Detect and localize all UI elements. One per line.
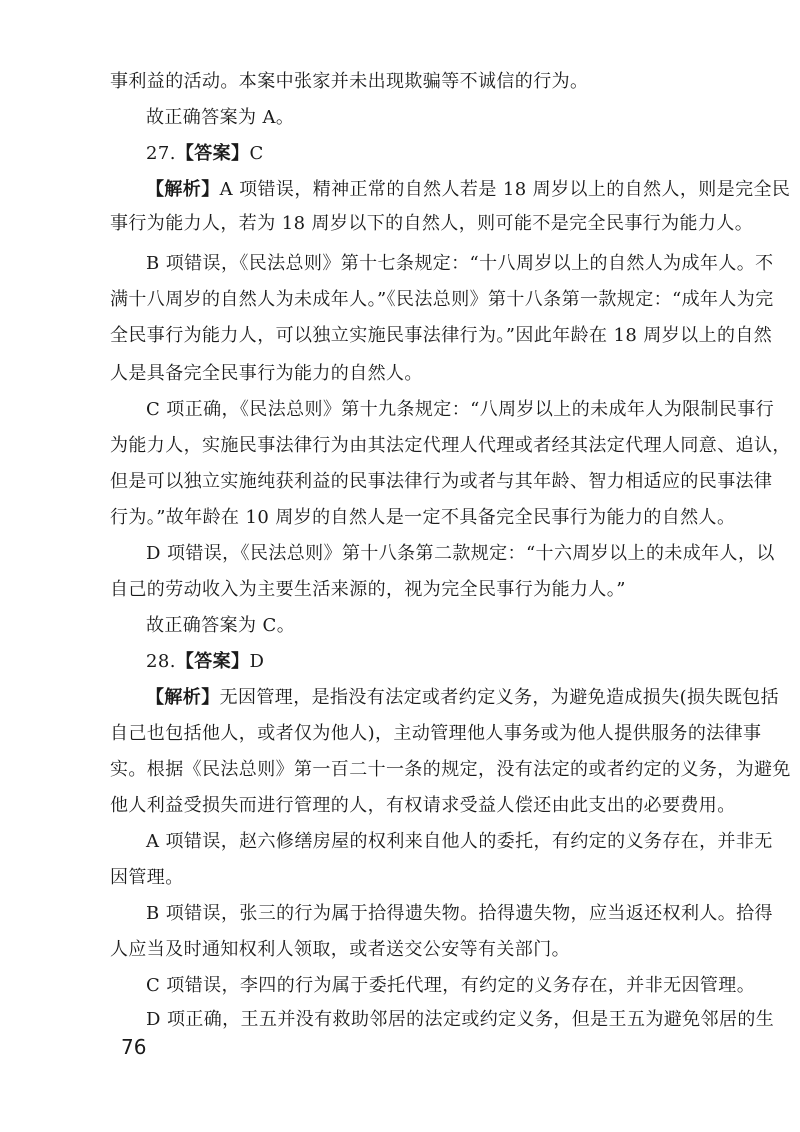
line-text: 他人利益受损失而进行管理的人，有权请求受益人偿还由此支出的必要费用。	[110, 795, 736, 816]
answer-conclusion	[146, 106, 736, 130]
text-line	[110, 506, 735, 530]
text-line	[110, 578, 735, 602]
line-text: 为能力人，实施民事法律行为由其法定代理人代理或者经其法定代理人同意、追认，	[110, 435, 791, 456]
text-line	[146, 902, 773, 926]
answer-value: D	[249, 651, 265, 672]
text-line	[146, 252, 774, 276]
line-text: 事行为能力人，若为 18 周岁以下的自然人，则可能不是完全民事行为能力人。	[110, 213, 754, 234]
line-text: A 项错误，赵六修缮房屋的权利来自他人的委托，有约定的义务存在，并非无	[146, 831, 773, 852]
text-line	[110, 938, 735, 962]
page-number: 76	[121, 1035, 147, 1059]
line-text: 但是可以独立实施纯获利益的民事法律行为或者与其年龄、智力相适应的民事法律	[110, 471, 773, 492]
line-text: 自己的劳动收入为主要生活来源的，视为完全民事行为能力人。”	[110, 579, 626, 600]
text-line	[146, 1008, 775, 1032]
text-line	[110, 470, 773, 494]
analysis-label: 【解析】	[146, 179, 220, 200]
answer-value: C	[249, 143, 264, 164]
question-28-answer	[146, 650, 736, 674]
line-text: 无因管理，是指没有法定或者约定义务，为避免造成损失(损失既包括	[219, 687, 780, 708]
line-text: 实。根据《民法总则》第一百二十一条的规定，没有法定的或者约定的义务，为避免	[110, 759, 791, 780]
text-line	[110, 434, 791, 458]
answer-conclusion	[146, 614, 736, 638]
answer-label: 【答案】	[175, 651, 250, 672]
line-text: 行为。”故年龄在 10 周岁的自然人是一定不具备完全民事行为能力的自然人。	[110, 507, 736, 528]
line-text: C 项错误，李四的行为属于委托代理，有约定的义务存在，并非无因管理。	[146, 975, 756, 996]
line-text: A 项错误，精神正常的自然人若是 18 周岁以上的自然人，则是完全民	[219, 179, 791, 200]
text-line	[110, 324, 773, 348]
text-line	[110, 288, 774, 312]
analysis-label: 【解析】	[146, 687, 220, 708]
line-text: 满十八周岁的自然人为未成年人。”《民法总则》第十八条第一款规定：“成年人为完	[110, 289, 774, 310]
text-line	[146, 830, 773, 854]
question-27-answer	[146, 142, 736, 166]
line-text: C 项正确，《民法总则》第十九条规定：“八周岁以上的未成年人为限制民事行	[146, 399, 775, 420]
line-text: 故正确答案为 A。	[146, 107, 295, 128]
line-text: D 项错误，《民法总则》第十八条第二款规定：“十六周岁以上的未成年人，以	[146, 543, 775, 564]
line-text: 因管理。	[110, 867, 184, 888]
answer-label: 【答案】	[175, 143, 250, 164]
text-line	[110, 866, 735, 890]
text-line	[146, 542, 775, 566]
text-line	[110, 212, 754, 236]
line-text: 事利益的活动。本案中张家并未出现欺骗等不诚信的行为。	[110, 71, 589, 92]
text-line	[146, 686, 780, 710]
text-line	[146, 178, 791, 202]
text-line	[110, 794, 735, 818]
text-line	[146, 398, 775, 422]
line-text: 人应当及时通知权利人领取，或者送交公安等有关部门。	[110, 939, 570, 960]
line-text: 全民事行为能力人，可以独立实施民事法律行为。”因此年龄在 18 周岁以上的自然	[110, 325, 773, 346]
text-line	[110, 758, 791, 782]
line-text: B 项错误，《民法总则》第十七条规定：“十八周岁以上的自然人为成年人。不	[146, 253, 774, 274]
line-text: 故正确答案为 C。	[146, 615, 296, 636]
line-text: B 项错误，张三的行为属于拾得遗失物。拾得遗失物，应当返还权利人。拾得	[146, 903, 773, 924]
text-line	[110, 362, 735, 386]
question-number: 27.	[146, 143, 176, 164]
line-text: 自己也包括他人，或者仅为他人)，主动管理他人事务或为他人提供服务的法律事	[110, 723, 762, 744]
line-text: 人是具备完全民事行为能力的自然人。	[110, 363, 423, 384]
text-line	[110, 722, 762, 746]
text-line	[110, 70, 735, 94]
text-line	[146, 974, 756, 998]
line-text: D 项正确，王五并没有救助邻居的法定或约定义务，但是王五为避免邻居的生	[146, 1009, 775, 1030]
question-number: 28.	[146, 651, 176, 672]
